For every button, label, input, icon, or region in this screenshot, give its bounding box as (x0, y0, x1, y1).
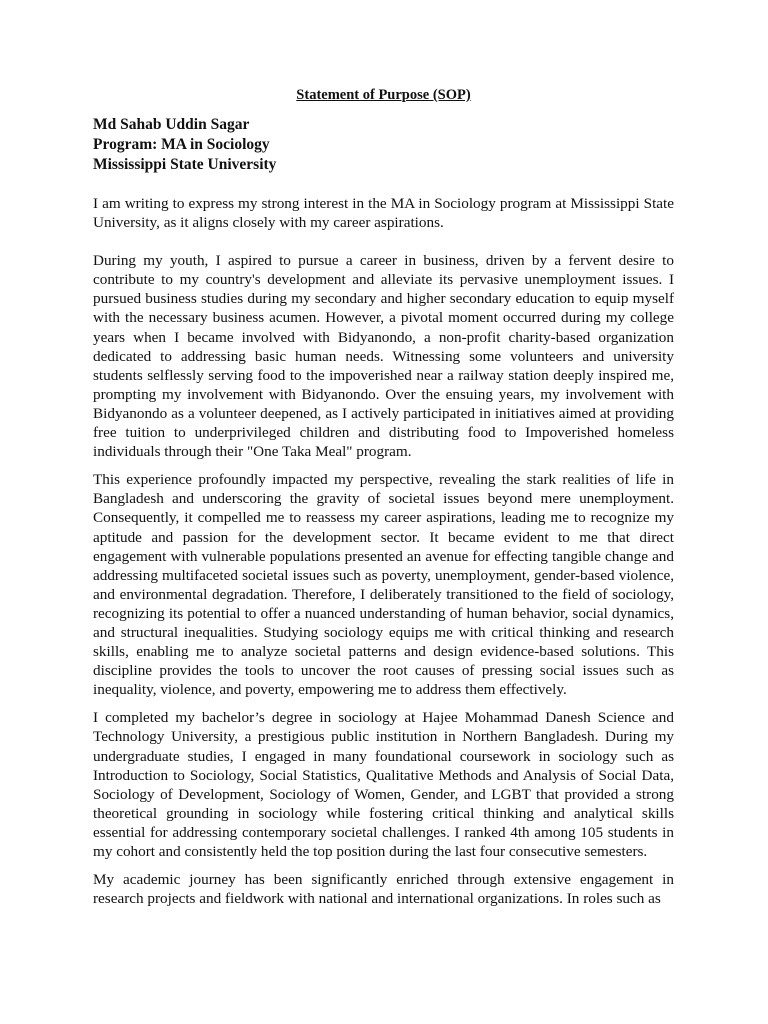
paragraph-research: My academic journey has been significantly enriched through extensive engagement in research projects and fieldwork with national and international organizations. In roles such as (93, 871, 674, 908)
paragraph-intro: I am writing to express my strong interest in the MA in Sociology program at Mississippi State University, as it aligns closely with my career aspirations. (93, 195, 674, 232)
applicant-name: Md Sahab Uddin Sagar (93, 116, 250, 133)
paragraph-youth: During my youth, I aspired to pursue a career in business, driven by a fervent desire to contribute to my country's development and alleviate its pervasive unemployment issues. I pursued business studies during my secondary and higher secondary education to equip myself with the necessary business acumen. However, a pivotal moment occurred during my college years when I became involved with Bidyanondo, a non-profit charity-based organization dedicated to addressing basic human needs. Witnessing some volunteers and university students selflessly serving food to the impoverished near a railway station deeply inspired me, prompting my involvement with Bidyanondo. Over the ensuing years, my involvement with Bidyanondo as a volunteer deepened, as I actively participated in initiatives aimed at providing free tuition to underprivileged children and distributing food to Impoverished homeless individuals through their "One Taka Meal" program. (93, 252, 674, 461)
paragraph-experience: This experience profoundly impacted my perspective, revealing the stark realities of life in Bangladesh and underscoring the gravity of societal issues beyond mere unemployment. Consequently, it compelled me to reassess my career aspirations, leading me to recognize my aptitude and passion for the development sector. It became evident to me that direct engagement with vulnerable populations presented an avenue for effecting tangible change and addressing multifaceted societal issues such as poverty, unemployment, gender-based violence, and environmental degradation. Therefore, I deliberately transitioned to the field of sociology, recognizing its potential to offer a nuanced understanding of human behavior, social dynamics, and structural inequalities. Studying sociology equips me with critical thinking and research skills, enabling me to analyze societal patterns and design evidence-based solutions. This discipline provides the tools to uncover the root causes of pressing social issues such as inequality, violence, and poverty, empowering me to address them effectively. (93, 471, 674, 699)
university-line: Mississippi State University (93, 156, 277, 173)
document-page (93, 86, 674, 917)
paragraph-education: I completed my bachelor’s degree in sociology at Hajee Mohammad Danesh Science and Technology University, a prestigious public institution in Northern Bangladesh. During my undergraduate studies, I engaged in many foundational coursework in sociology such as Introduction to Sociology, Social Statistics, Qualitative Methods and Analysis of Social Data, Sociology of Development, Sociology of Women, Gender, and LGBT that provided a strong theoretical grounding in sociology while fostering critical thinking and analytical skills essential for addressing contemporary societal challenges. I ranked 4th among 105 students in my cohort and consistently held the top position during the last four consecutive semesters. (93, 709, 674, 860)
applicant-header (93, 115, 674, 175)
document-title: Statement of Purpose (SOP) (296, 87, 471, 103)
program-line: Program: MA in Sociology (93, 136, 270, 153)
